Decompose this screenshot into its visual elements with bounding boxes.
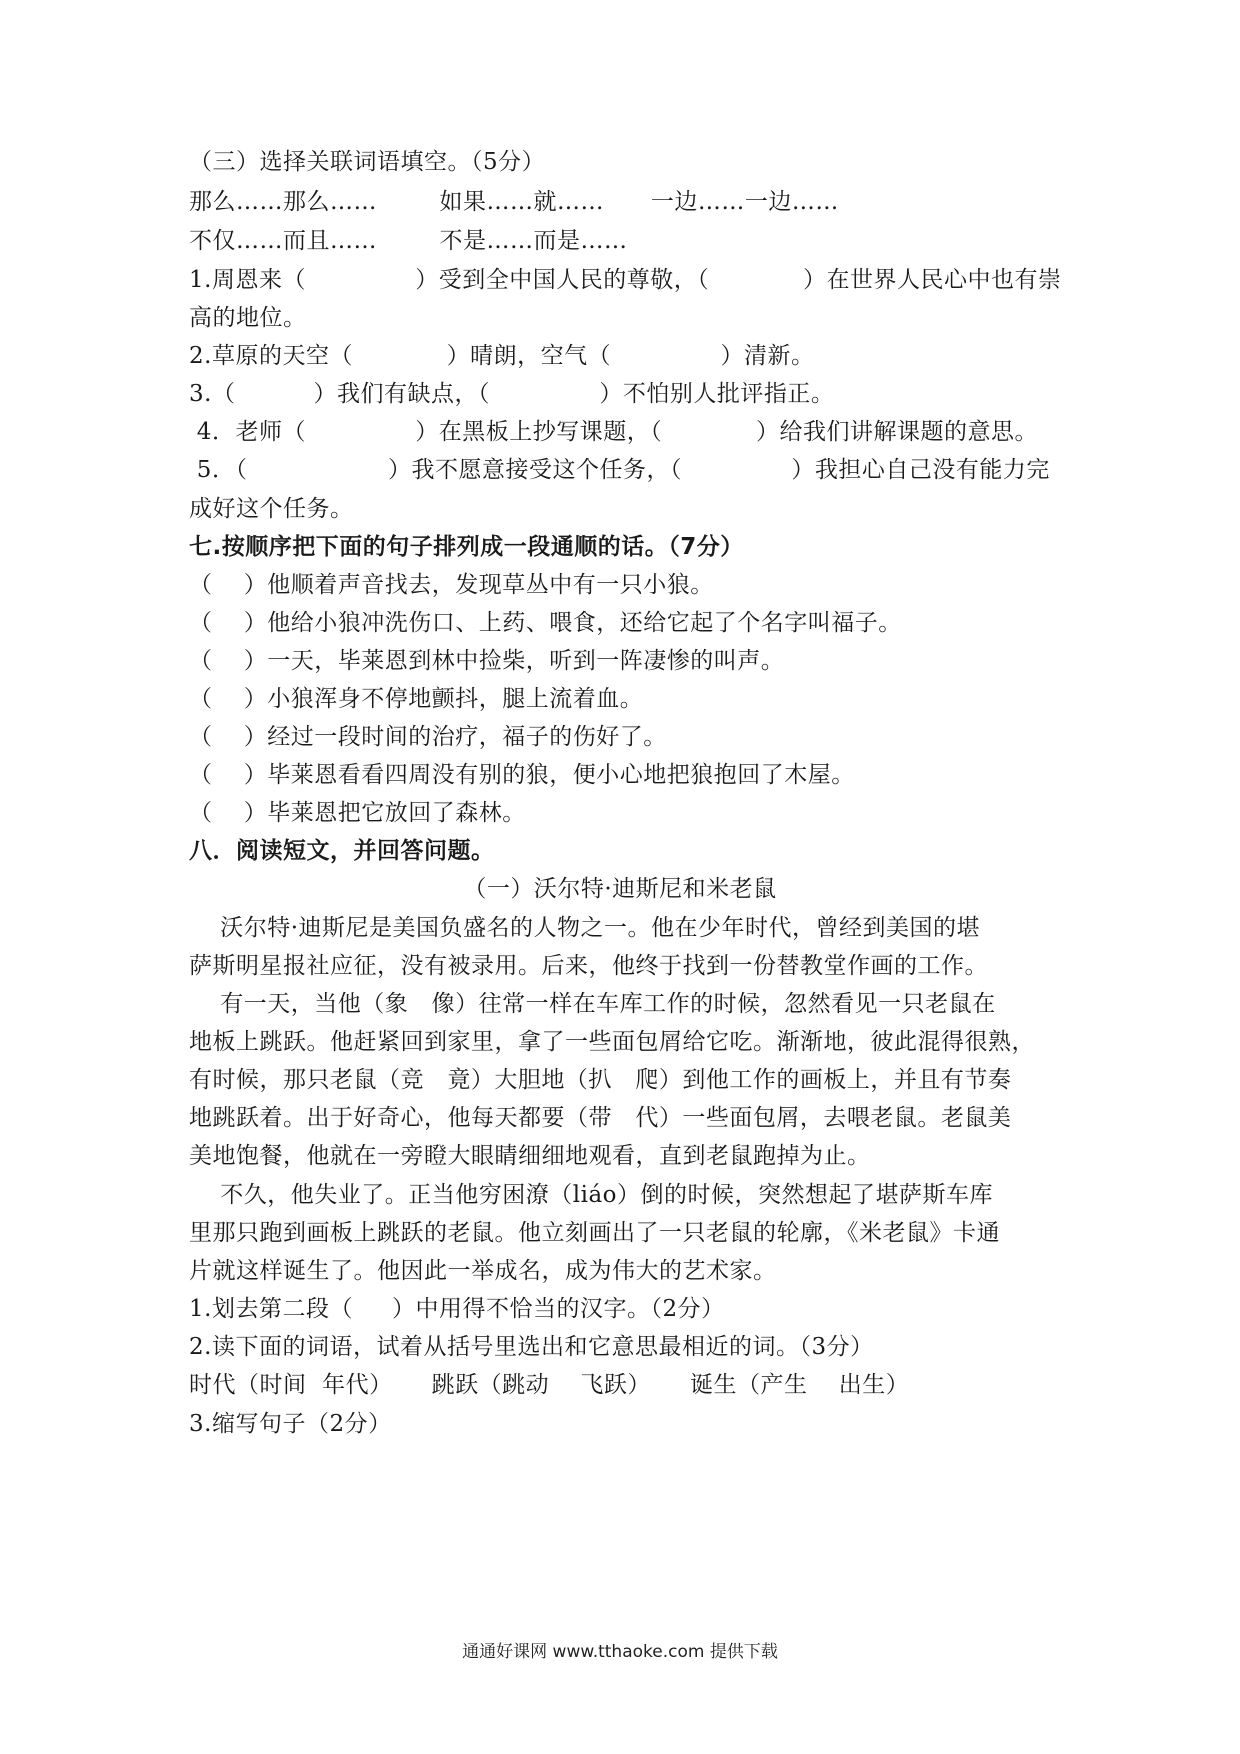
question-2: 2.草原的天空（ ）晴朗，空气（ ）清新。 — [189, 343, 815, 369]
reading-question-3: 3.缩写句子（2分） — [189, 1411, 392, 1437]
passage-p2-line3: 有时候，那只老鼠（竞 竟）大胆地（扒 爬）到他工作的画板上，并且有节奏 — [189, 1067, 1012, 1093]
passage-p3-line3: 片就这样诞生了。他因此一举成名，成为伟大的艺术家。 — [189, 1258, 777, 1284]
question-1-line1: 1.周恩来（ ）受到全中国人民的尊敬，（ ）在世界人民心中也有崇 — [189, 267, 1062, 293]
question-5-line1: 5．（ ）我不愿意接受这个任务，（ ）我担心自己没有能力完 — [189, 457, 1050, 483]
passage-p2-line2: 地板上跳跃。他赶紧回到家里，拿了一些面包屑给它吃。渐渐地，彼此混得很熟， — [189, 1029, 1035, 1055]
passage-p2-line1: 有一天，当他（象 像）往常一样在车库工作的时候，忽然看见一只老鼠在 — [189, 991, 996, 1017]
reading-question-2-options: 时代（时间 年代） 跳跃（跳动 飞跃） 诞生（产生 出生） — [189, 1372, 910, 1398]
conjunction-options-row1: 那么……那么…… 如果……就…… 一边……一边…… — [189, 189, 839, 215]
passage-p3-line1: 不久，他失业了。正当他穷困潦（liáo）倒的时候，突然想起了堪萨斯车库 — [189, 1182, 994, 1208]
passage-p1-line2: 萨斯明星报社应征，没有被录用。后来，他终于找到一份替教堂作画的工作。 — [189, 953, 988, 979]
ordering-item-4: （ ）小狼浑身不停地颤抖，腿上流着血。 — [189, 686, 644, 712]
question-1-line2: 高的地位。 — [189, 305, 307, 331]
passage-p1-line1: 沃尔特·迪斯尼是美国负盛名的人物之一。他在少年时代，曾经到美国的堪 — [189, 915, 981, 941]
passage-title: （一）沃尔特·迪斯尼和米老鼠 — [463, 876, 777, 902]
ordering-item-3: （ ）一天，毕莱恩到林中捡柴，听到一阵凄惨的叫声。 — [189, 648, 785, 674]
ordering-item-2: （ ）他给小狼冲洗伤口、上药、喂食，还给它起了个名字叫福子。 — [189, 610, 902, 636]
question-5-line2: 成好这个任务。 — [189, 496, 354, 522]
reading-question-1: 1.划去第二段（ ）中用得不恰当的汉字。（2分） — [189, 1296, 725, 1322]
question-4: 4．老师（ ）在黑板上抄写课题，（ ）给我们讲解课题的意思。 — [189, 419, 1039, 445]
conjunction-options-row2: 不仅……而且…… 不是……而是…… — [189, 228, 628, 254]
passage-p2-line5: 美地饱餐，他就在一旁瞪大眼睛细细地观看，直到老鼠跑掉为止。 — [189, 1143, 871, 1169]
section3-heading: （三）选择关联词语填空。（5分） — [189, 149, 546, 175]
passage-p2-line4: 地跳跃着。出于好奇心，他每天都要（带 代）一些面包屑，去喂老鼠。老鼠美 — [189, 1105, 1012, 1131]
page-footer: 通通好课网 www.tthaoke.com 提供下载 — [462, 1642, 778, 1662]
ordering-item-7: （ ）毕莱恩把它放回了森林。 — [189, 800, 526, 826]
ordering-item-5: （ ）经过一段时间的治疗，福子的伤好了。 — [189, 724, 667, 750]
section7-heading: 七.按顺序把下面的句子排列成一段通顺的话。（7分） — [189, 534, 744, 560]
ordering-item-1: （ ）他顺着声音找去，发现草丛中有一只小狼。 — [189, 572, 714, 598]
reading-question-2: 2.读下面的词语，试着从括号里选出和它意思最相近的词。（3分） — [189, 1334, 874, 1360]
passage-p3-line2: 里那只跑到画板上跳跃的老鼠。他立刻画出了一只老鼠的轮廓，《米老鼠》卡通 — [189, 1220, 1000, 1246]
section8-heading: 八．阅读短文，并回答问题。 — [189, 838, 495, 864]
ordering-item-6: （ ）毕莱恩看看四周没有别的狼，便小心地把狼抱回了木屋。 — [189, 762, 855, 788]
question-3: 3.（ ）我们有缺点，（ ）不怕别人批评指正。 — [189, 381, 835, 407]
